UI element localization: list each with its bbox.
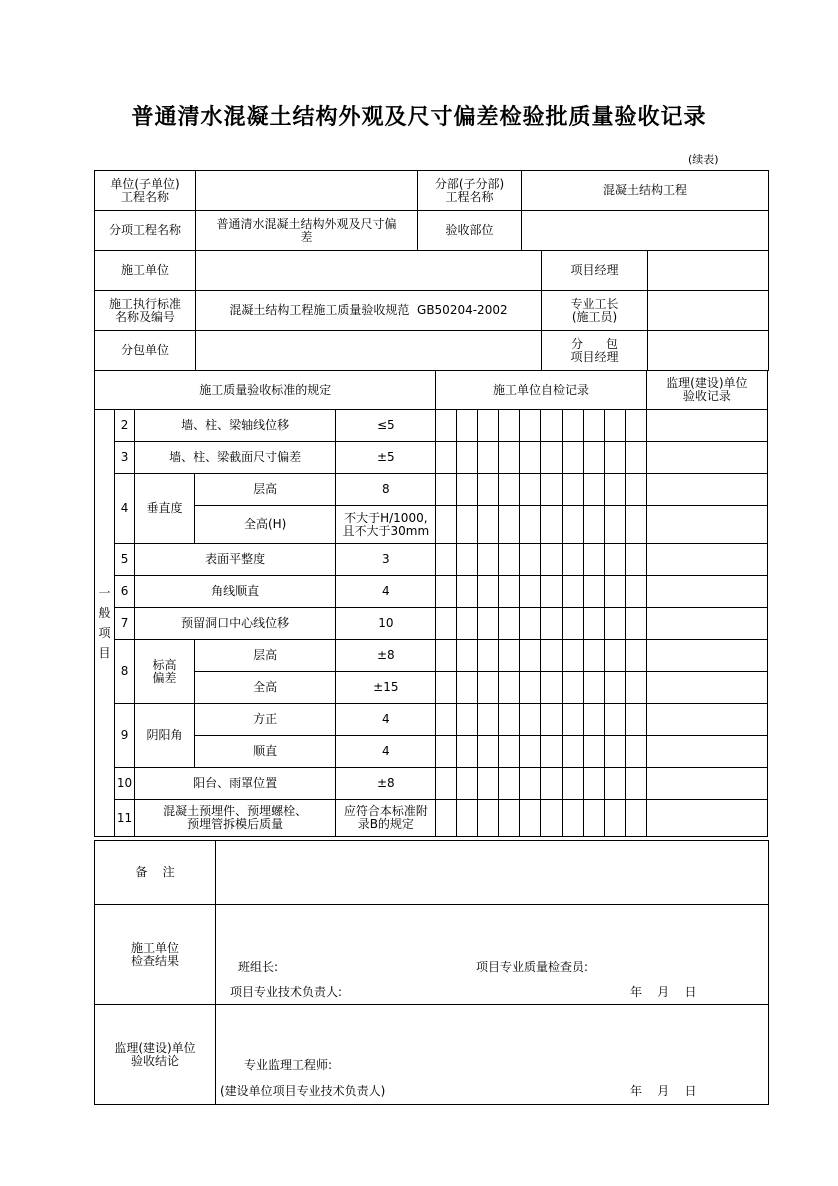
supervision-header: 监理(建设)单位 验收记录 — [646, 371, 767, 410]
check-cell — [541, 506, 562, 544]
item-number: 6 — [115, 576, 135, 608]
check-cell — [499, 672, 520, 704]
check-cell — [478, 768, 499, 800]
sub-project-manager-value — [648, 331, 769, 371]
check-cell — [478, 442, 499, 474]
general-items-text: 一般项目 — [98, 586, 111, 660]
item-number: 7 — [115, 608, 135, 640]
check-cell — [625, 736, 646, 768]
item-group-name: 阴阳角 — [135, 704, 195, 768]
table-row — [95, 576, 768, 608]
inspection-location-label: 验收部位 — [418, 211, 522, 251]
check-cell — [583, 544, 604, 576]
check-cell — [436, 640, 457, 672]
supervision-cell — [646, 640, 767, 672]
check-cell — [499, 442, 520, 474]
check-cell — [562, 768, 583, 800]
check-cell — [541, 608, 562, 640]
check-cell — [478, 640, 499, 672]
table-row — [95, 506, 768, 544]
contractor-label: 施工单位 — [95, 251, 196, 291]
item-tolerance: 10 — [336, 608, 436, 640]
continued-label: (续表) — [688, 153, 719, 166]
check-cell — [604, 768, 625, 800]
check-cell — [562, 544, 583, 576]
supervision-cell — [646, 608, 767, 640]
check-cell — [457, 576, 478, 608]
check-cell — [436, 474, 457, 506]
check-cell — [478, 608, 499, 640]
supervision-cell — [646, 474, 767, 506]
table-row — [95, 800, 768, 837]
check-cell — [499, 506, 520, 544]
table-row — [95, 442, 768, 474]
project-manager-value — [648, 251, 769, 291]
check-cell — [541, 442, 562, 474]
check-cell — [436, 736, 457, 768]
document-title: 普通清水混凝土结构外观及尺寸偏差检验批质量验收记录 — [131, 105, 707, 130]
check-cell — [583, 410, 604, 442]
check-cell — [562, 800, 583, 837]
check-cell — [604, 576, 625, 608]
check-cell — [562, 736, 583, 768]
check-cell — [478, 506, 499, 544]
check-cell — [478, 576, 499, 608]
check-cell — [625, 640, 646, 672]
check-cell — [625, 442, 646, 474]
check-cell — [436, 544, 457, 576]
check-cell — [541, 736, 562, 768]
tech-lead-label: 项目专业技术负责人: — [230, 985, 343, 999]
table-row — [95, 544, 768, 576]
table-row — [95, 474, 768, 506]
foreman-value — [648, 291, 769, 331]
check-cell — [520, 474, 541, 506]
item-tolerance: ≤5 — [336, 410, 436, 442]
check-cell — [604, 506, 625, 544]
check-cell — [625, 474, 646, 506]
check-cell — [457, 704, 478, 736]
subcontractor-label: 分包单位 — [95, 331, 196, 371]
item-tolerance: 4 — [336, 576, 436, 608]
item-tolerance: ±8 — [336, 640, 436, 672]
check-cell — [625, 544, 646, 576]
check-cell — [478, 800, 499, 837]
check-cell — [583, 506, 604, 544]
header-table — [94, 170, 769, 371]
item-name: 墙、柱、梁轴线位移 — [135, 410, 336, 442]
supervision-cell — [646, 672, 767, 704]
check-cell — [436, 800, 457, 837]
check-cell — [478, 474, 499, 506]
check-cell — [541, 704, 562, 736]
check-cell — [499, 768, 520, 800]
self-check-header: 施工单位自检记录 — [436, 371, 646, 410]
check-cell — [562, 576, 583, 608]
check-cell — [436, 704, 457, 736]
check-cell — [499, 800, 520, 837]
check-cell — [541, 576, 562, 608]
check-cell — [457, 442, 478, 474]
item-name: 阳台、雨罩位置 — [135, 768, 336, 800]
item-sub-name: 方正 — [195, 704, 336, 736]
check-cell — [436, 442, 457, 474]
check-cell — [583, 672, 604, 704]
check-cell — [499, 704, 520, 736]
check-cell — [625, 800, 646, 837]
check-cell — [604, 704, 625, 736]
check-cell — [499, 576, 520, 608]
owner-rep-label: (建设单位项目专业技术负责人) — [220, 1084, 386, 1098]
supervision-cell — [646, 736, 767, 768]
project-manager-label: 项目经理 — [542, 251, 648, 291]
check-cell — [583, 576, 604, 608]
item-number: 5 — [115, 544, 135, 576]
item-sub-name: 层高 — [195, 474, 336, 506]
item-sub-name: 全高 — [195, 672, 336, 704]
item-sub-name: 顺直 — [195, 736, 336, 768]
check-cell — [625, 768, 646, 800]
check-cell — [457, 506, 478, 544]
quality-inspector-label: 项目专业质量检查员: — [476, 960, 589, 974]
check-cell — [457, 544, 478, 576]
table-row — [95, 736, 768, 768]
sub-item-name-value: 普通清水混凝土结构外观及尺寸偏 差 — [196, 211, 418, 251]
contractor-date: 年 月 日 — [630, 985, 697, 999]
check-cell — [520, 704, 541, 736]
item-tolerance: 4 — [336, 736, 436, 768]
results-table — [94, 840, 769, 1105]
check-cell — [604, 442, 625, 474]
check-cell — [520, 410, 541, 442]
supervision-cell — [646, 544, 767, 576]
item-tolerance: 应符合本标准附 录B的规定 — [336, 800, 436, 837]
check-cell — [604, 544, 625, 576]
item-name: 角线顺直 — [135, 576, 336, 608]
check-cell — [541, 410, 562, 442]
standard-label: 施工执行标准 名称及编号 — [95, 291, 196, 331]
check-cell — [436, 768, 457, 800]
check-cell — [583, 736, 604, 768]
supervision-cell — [646, 576, 767, 608]
unit-name-value — [196, 171, 418, 211]
check-cell — [625, 672, 646, 704]
check-cell — [499, 474, 520, 506]
check-cell — [520, 640, 541, 672]
check-cell — [499, 736, 520, 768]
check-cell — [436, 672, 457, 704]
check-cell — [541, 544, 562, 576]
check-cell — [457, 640, 478, 672]
check-cell — [583, 704, 604, 736]
item-number: 3 — [115, 442, 135, 474]
supervision-result-label: 监理(建设)单位 验收结论 — [95, 1005, 216, 1105]
check-cell — [499, 544, 520, 576]
check-cell — [436, 506, 457, 544]
check-cell — [520, 672, 541, 704]
check-cell — [457, 768, 478, 800]
check-cell — [478, 410, 499, 442]
subcontractor-value — [196, 331, 542, 371]
check-cell — [583, 768, 604, 800]
division-name-label: 分部(子分部) 工程名称 — [418, 171, 522, 211]
check-cell — [583, 800, 604, 837]
check-cell — [541, 672, 562, 704]
check-cell — [457, 672, 478, 704]
supervision-cell — [646, 442, 767, 474]
check-cell — [583, 640, 604, 672]
item-group-name: 垂直度 — [135, 474, 195, 544]
item-group-name: 标高 偏差 — [135, 640, 195, 704]
check-cell — [478, 672, 499, 704]
check-cell — [436, 608, 457, 640]
item-number: 2 — [115, 410, 135, 442]
supervision-cell — [646, 704, 767, 736]
item-number: 4 — [115, 474, 135, 544]
check-cell — [520, 506, 541, 544]
check-cell — [625, 704, 646, 736]
check-cell — [625, 576, 646, 608]
check-cell — [562, 608, 583, 640]
supervision-cell — [646, 800, 767, 837]
supervision-cell — [646, 410, 767, 442]
check-cell — [583, 608, 604, 640]
check-cell — [541, 640, 562, 672]
check-cell — [457, 800, 478, 837]
item-tolerance: ±5 — [336, 442, 436, 474]
unit-name-label: 单位(子单位) 工程名称 — [95, 171, 196, 211]
check-cell — [436, 576, 457, 608]
check-cell — [541, 768, 562, 800]
check-cell — [478, 544, 499, 576]
sub-item-name-label: 分项工程名称 — [95, 211, 196, 251]
check-cell — [457, 474, 478, 506]
check-cell — [562, 704, 583, 736]
check-cell — [520, 442, 541, 474]
item-sub-name: 全高(H) — [195, 506, 336, 544]
supervision-cell — [646, 506, 767, 544]
check-cell — [436, 410, 457, 442]
check-cell — [604, 410, 625, 442]
check-cell — [541, 474, 562, 506]
item-tolerance: 4 — [336, 704, 436, 736]
check-cell — [604, 608, 625, 640]
check-cell — [520, 576, 541, 608]
item-tolerance: 3 — [336, 544, 436, 576]
check-cell — [604, 640, 625, 672]
remarks-label: 备 注 — [95, 841, 216, 905]
contractor-result-label: 施工单位 检查结果 — [95, 905, 216, 1005]
table-row — [95, 672, 768, 704]
general-items-label — [95, 410, 115, 837]
item-tolerance: 不大于H/1000, 且不大于30mm — [336, 506, 436, 544]
check-cell — [583, 474, 604, 506]
inspection-location-value — [522, 211, 769, 251]
check-cell — [520, 736, 541, 768]
item-tolerance: ±15 — [336, 672, 436, 704]
check-cell — [457, 736, 478, 768]
item-name: 墙、柱、梁截面尺寸偏差 — [135, 442, 336, 474]
check-cell — [604, 474, 625, 506]
item-name: 预留洞口中心线位移 — [135, 608, 336, 640]
check-cell — [604, 672, 625, 704]
team-leader-label: 班组长: — [238, 960, 279, 974]
table-row — [95, 704, 768, 736]
supervision-engineer-label: 专业监理工程师: — [244, 1058, 333, 1072]
check-cell — [478, 736, 499, 768]
check-cell — [625, 410, 646, 442]
sub-project-manager-label: 分 包 项目经理 — [542, 331, 648, 371]
check-cell — [562, 410, 583, 442]
check-cell — [562, 506, 583, 544]
table-row — [95, 410, 768, 442]
check-cell — [520, 608, 541, 640]
standard-header: 施工质量验收标准的规定 — [95, 371, 436, 410]
item-name: 混凝土预埋件、预埋螺栓、 预埋管拆模后质量 — [135, 800, 336, 837]
supervision-cell — [646, 768, 767, 800]
item-tolerance: ±8 — [336, 768, 436, 800]
check-cell — [499, 640, 520, 672]
check-cell — [604, 736, 625, 768]
check-cell — [457, 410, 478, 442]
check-cell — [541, 800, 562, 837]
check-cell — [520, 800, 541, 837]
check-cell — [499, 410, 520, 442]
standard-value: 混凝土结构工程施工质量验收规范 GB50204-2002 — [196, 291, 542, 331]
division-name-value: 混凝土结构工程 — [522, 171, 769, 211]
item-number: 11 — [115, 800, 135, 837]
items-table — [94, 370, 768, 837]
remarks-value — [216, 841, 769, 905]
check-cell — [625, 506, 646, 544]
check-cell — [625, 608, 646, 640]
item-number: 10 — [115, 768, 135, 800]
check-cell — [520, 768, 541, 800]
check-cell — [583, 442, 604, 474]
item-tolerance: 8 — [336, 474, 436, 506]
table-row — [95, 640, 768, 672]
check-cell — [562, 474, 583, 506]
check-cell — [562, 640, 583, 672]
item-number: 9 — [115, 704, 135, 768]
table-row — [95, 768, 768, 800]
check-cell — [457, 608, 478, 640]
item-sub-name: 层高 — [195, 640, 336, 672]
check-cell — [478, 704, 499, 736]
check-cell — [562, 442, 583, 474]
check-cell — [520, 544, 541, 576]
table-row — [95, 608, 768, 640]
foreman-label: 专业工长 (施工员) — [542, 291, 648, 331]
item-number: 8 — [115, 640, 135, 704]
check-cell — [499, 608, 520, 640]
supervision-date: 年 月 日 — [630, 1084, 697, 1098]
check-cell — [604, 800, 625, 837]
item-name: 表面平整度 — [135, 544, 336, 576]
check-cell — [562, 672, 583, 704]
contractor-value — [196, 251, 542, 291]
